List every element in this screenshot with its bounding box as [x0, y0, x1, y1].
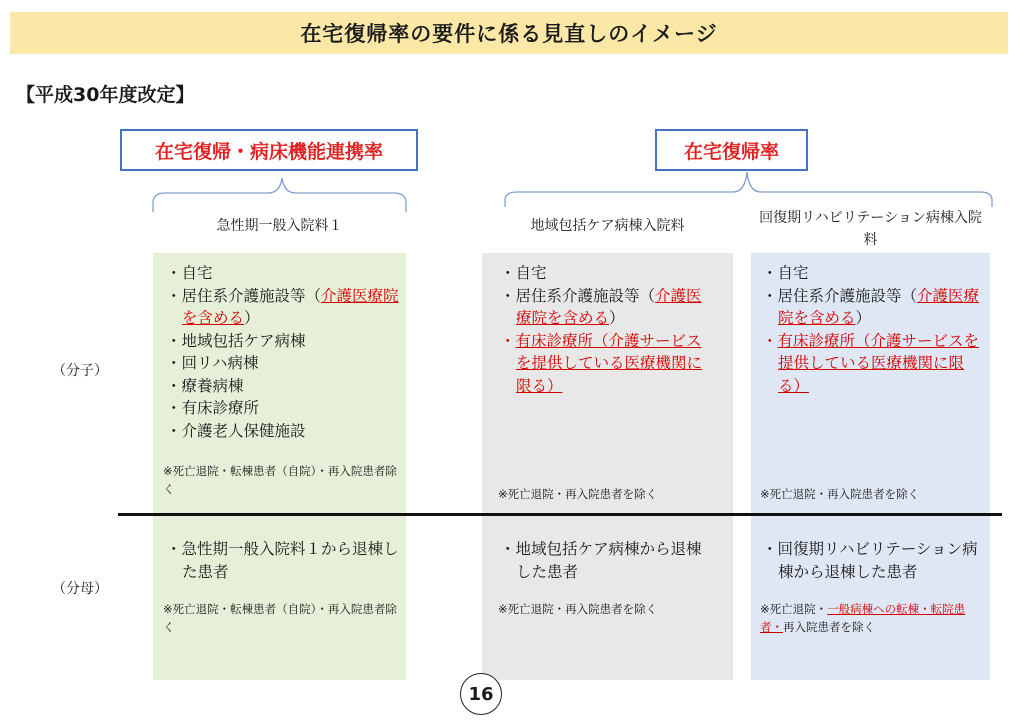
denominator-list-community [500, 538, 715, 583]
text-segment: 介護医療院を含める [516, 286, 702, 327]
text-segment: 一般病棟への転棟・転院患者・ [760, 602, 966, 634]
page-title: 在宅復帰率の要件に係る見直しのイメージ [300, 22, 718, 46]
numerator-note-community: ※死亡退院・再入院患者を除く [498, 487, 658, 501]
text-segment: 有床診療所（介護サービスを提供している医療機関に限る） [777, 331, 980, 395]
page-number: 16 [468, 683, 494, 705]
denominator-note-rehab [760, 600, 988, 636]
numerator-item [762, 285, 986, 330]
text-segment: 有床診療所 [181, 399, 260, 417]
text-segment: ※死亡退院・再入院患者を除く [498, 602, 658, 616]
denominator-item: ・ 回復期リハビリテーション病棟から退棟した患者 [762, 538, 986, 583]
numerator-note-acute: ※死亡退院・転棟患者（自院）・再入院患者除く [163, 464, 397, 496]
text-segment: ※死亡退院・転棟患者（自院）・再入院患者除く [163, 602, 397, 634]
numerator-list-rehab [762, 262, 986, 397]
text-segment: 自宅 [515, 264, 547, 282]
text-segment: 居住系介護施設等（ [515, 286, 656, 305]
text-segment: 居住系介護施設等（ [181, 286, 322, 305]
numerator-item [166, 352, 404, 375]
numerator-item [166, 420, 404, 443]
column-header-community: 地域包括ケア病棟入院料 [530, 218, 685, 234]
numerator-item [166, 285, 404, 330]
column-header-rehab-text: 回復期リハビリテーション病棟入院料 [759, 210, 982, 248]
text-segment: 介護医療院を含める [182, 286, 399, 327]
denominator-note-community [498, 600, 726, 618]
numerator-item [500, 285, 712, 330]
numerator-item [762, 330, 986, 398]
row-label-numerator: （分子） [52, 363, 108, 379]
numerator-note-rehab: ※死亡退院・再入院患者を除く [760, 487, 920, 501]
text-segment: 再入院患者を除く [783, 620, 875, 634]
text-segment: ） [609, 309, 625, 327]
brace-right [505, 172, 992, 207]
numerator-item [500, 330, 712, 398]
text-segment: 自宅 [777, 264, 809, 282]
text-segment: 自宅 [181, 264, 213, 282]
row-label-denominator: （分母） [52, 581, 108, 597]
brace-left [153, 178, 406, 212]
category-label-home-return: 在宅復帰率 [683, 140, 779, 163]
text-segment: ） [244, 309, 260, 327]
text-segment: 介護医療院を含める [778, 286, 980, 327]
numerator-item [166, 397, 404, 420]
numerator-item [762, 262, 986, 285]
column-header-acute: 急性期一般入院料１ [216, 218, 343, 234]
numerator-item [166, 375, 404, 398]
column-header-rehab [751, 207, 990, 251]
text-segment: 介護老人保健施設 [181, 421, 306, 440]
text-segment: 回リハ病棟 [181, 354, 259, 372]
text-segment: ※死亡退院・ [760, 602, 828, 616]
revision-subtitle: 【平成30年度改定】 [16, 84, 195, 106]
denominator-note-acute [163, 600, 399, 636]
denominator-item: ・ 地域包括ケア病棟から退棟した患者 [500, 538, 715, 583]
text-segment: 療養病棟 [181, 376, 244, 395]
denominator-item: ・ 急性期一般入院料１から退棟した患者 [166, 538, 404, 583]
numerator-item [166, 330, 404, 353]
text-segment: 地域包括ケア病棟 [181, 331, 306, 350]
text-segment: ） [855, 309, 872, 327]
numerator-list-acute [166, 262, 404, 442]
numerator-item [166, 262, 404, 285]
text-segment: 有床診療所（介護サービスを提供している医療機関に限る） [515, 331, 703, 395]
section-divider [118, 513, 1002, 516]
numerator-list-community [500, 262, 712, 397]
page-number-badge [460, 673, 502, 715]
numerator-item [500, 262, 712, 285]
text-segment: 居住系介護施設等（ [777, 286, 918, 305]
denominator-list-acute [166, 538, 404, 583]
category-label-combined: 在宅復帰・病床機能連携率 [154, 140, 383, 163]
denominator-list-rehab [762, 538, 986, 583]
